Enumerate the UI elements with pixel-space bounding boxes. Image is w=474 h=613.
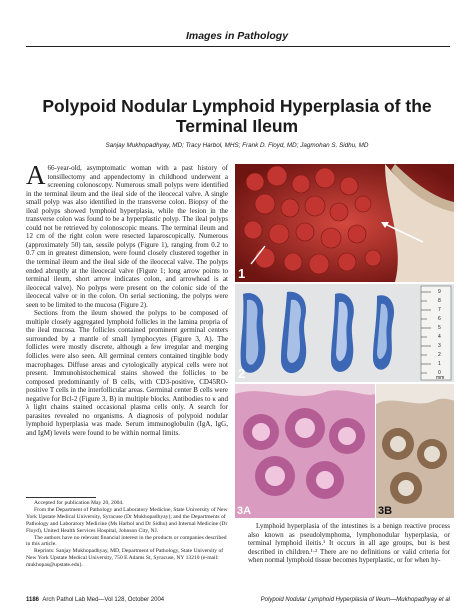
paragraph-text: 66-year-old, asymptomatic woman with a past history of tonsillectomy and appendectomy in childhood underwent a screening colonoscopy. Numerous small polyps were identified in the terminal ileum and the ileal side of the ileocecal valve. A single small polyp was also identified in the transverse colon. Biopsy of the ileal polyps showed lymphoid hyperplasia, while the lesion in the transverse colon was found to be a hyperplastic polyp. The ileal polyps could not be retrieved by colonoscopic means. The terminal ileum and 12 cm of the right colon were resected laparoscopically. Numerous (approximately 50) tan, sessile polyps (Figure 1), ranging from 0.2 to 0.7 cm in greatest dimension, were found closely clustered together in the terminal ileum and the ileal side of the ileocecal valve. The polyps ended abruptly at the ileocecal valve (Figure 1; long arrow points to terminal ileum, short arrow indicates colon, and arrowhead is at ileocecal valve). No polyps were present on the colonic side of the ileocecal valve or in the colon. On serial sectioning, the polyps were seen to be limited to the mucosa (Figure 2). (26, 164, 228, 309)
figure-2-label: 2 (238, 366, 246, 381)
ruler-tick-label: 5 (438, 325, 441, 331)
footnote-rule (26, 497, 96, 498)
ruler-tick-label: 4 (438, 334, 441, 340)
he-stain-image (235, 384, 375, 518)
body-column-right (248, 522, 450, 565)
footnotes (26, 500, 228, 569)
body-column-left (26, 160, 228, 438)
body-paragraph-1 (26, 160, 228, 309)
ruler-tick-label: 3 (438, 343, 441, 349)
footnote-disclosure: The authors have no relevant financial interest in the products or companies described in this article. (26, 534, 227, 548)
footnote-accepted: Accepted for publication May 20, 2004. (34, 500, 124, 506)
ruler-tick-label: 9 (438, 289, 441, 295)
journal-citation: Arch Pathol Lab Med—Vol 128, October 2004 (42, 597, 165, 603)
figure-3b-label: 3B (378, 505, 393, 517)
bcl2-stain-image (376, 384, 454, 518)
header-rule (26, 46, 450, 47)
ruler-tick-label: 7 (438, 307, 441, 313)
figure-1-gross-photo (235, 164, 454, 282)
running-title: Polypoid Nodular Lymphoid Hyperplasia of Ileum—Mukhopadhyay et al (260, 597, 450, 603)
ruler-tick-label: 6 (438, 316, 441, 322)
author-list: Sanjay Mukhopadhyay, MD; Tracy Harbol, MHS; Frank D. Floyd, MD; Jagmohan S. Sidhu, MD (105, 142, 369, 149)
figure-3a-label: 3A (237, 505, 252, 517)
footnote-reprints: Reprints: Sanjay Mukhopadhyay, MD, Department of Pathology, State University of New York Upstate Medical University, 750 E Adams St, Syracuse, NY 13210 (e-mail: mukhopas@upstate.edu). (26, 548, 224, 569)
drop-cap: A (26, 160, 46, 190)
gross-specimen-image (235, 164, 454, 282)
footnote-affiliations: From the Department of Pathology and Laboratory Medicine, State University of New York Upstate Medical University, Syracuse (Dr Mukhopadhyay); and the Departments of Pathology and Laboratory Medicine (Ms Harbol and Dr Sidhu) and Internal Medicine (Dr Floyd), United Health Services Hospital, Johnson City, NJ. (26, 506, 228, 534)
sectioned-polyps-image (235, 284, 454, 382)
figure-3b-bcl2-stain (376, 384, 454, 518)
ruler-unit: mm (436, 375, 445, 381)
title-line-1: Polypoid Nodular Lymphoid Hyperplasia of the (42, 96, 432, 116)
figure-3a-histology (235, 384, 375, 518)
title-line-2: Terminal Ileum (175, 116, 299, 136)
article-title (40, 96, 434, 136)
section-heading: Images in Pathology (185, 30, 289, 42)
body-paragraph-2: Sections from the ileum showed the polyps to be composed of multiple closely aggregated lymphoid follicles in the lamina propria of the ileal mucosa. The follicles contained prominent germinal centers surrounded by a mantle of small lymphocytes (Figure 3, A). The follicles were mostly discrete, although a few irregular and merging follicles were also seen. All germinal centers contained tingible body macrophages. Diffuse areas and cytologically atypical cells were not present. Immunohistochemical stains showed the follicles to be composed predominantly of B cells, with CD3-positive, CD45RO-positive T cells in the interfollicular areas. Germinal center B cells were negative for Bcl-2 (Figure 3, B) in multiple blocks. Antibodies to κ and λ light chains stained occasional plasma cells only. A search for parasites revealed no organisms. A diagnosis of polypoid nodular lymphoid hyperplasia was made. Serum immunoglobulin (IgA, IgG, and IgM) levels were found to be within normal limits. (26, 309, 228, 437)
discussion-paragraph: Lymphoid hyperplasia of the intestines is a benign reactive process also known as pseudolymphoma, lymphonodular hyperplasia, or terminal lymphoid ileitis.¹ It occurs in all age groups, but is best described in children.¹·² There are no definitions or valid criteria for when normal lymphoid tissue becomes hyperplastic, or for when hy- (248, 522, 450, 565)
page-footer-left (26, 597, 164, 603)
figure-2-sectioned-polyps (235, 284, 454, 382)
ruler-labels (438, 286, 452, 380)
ruler-tick-label: 8 (438, 298, 441, 304)
page-number: 1186 (26, 597, 40, 603)
ruler-tick-label: 2 (438, 352, 441, 358)
ruler-tick-label: 1 (438, 361, 441, 367)
figure-1-label: 1 (238, 266, 246, 281)
ruler-tick-label: 0 (438, 370, 441, 376)
